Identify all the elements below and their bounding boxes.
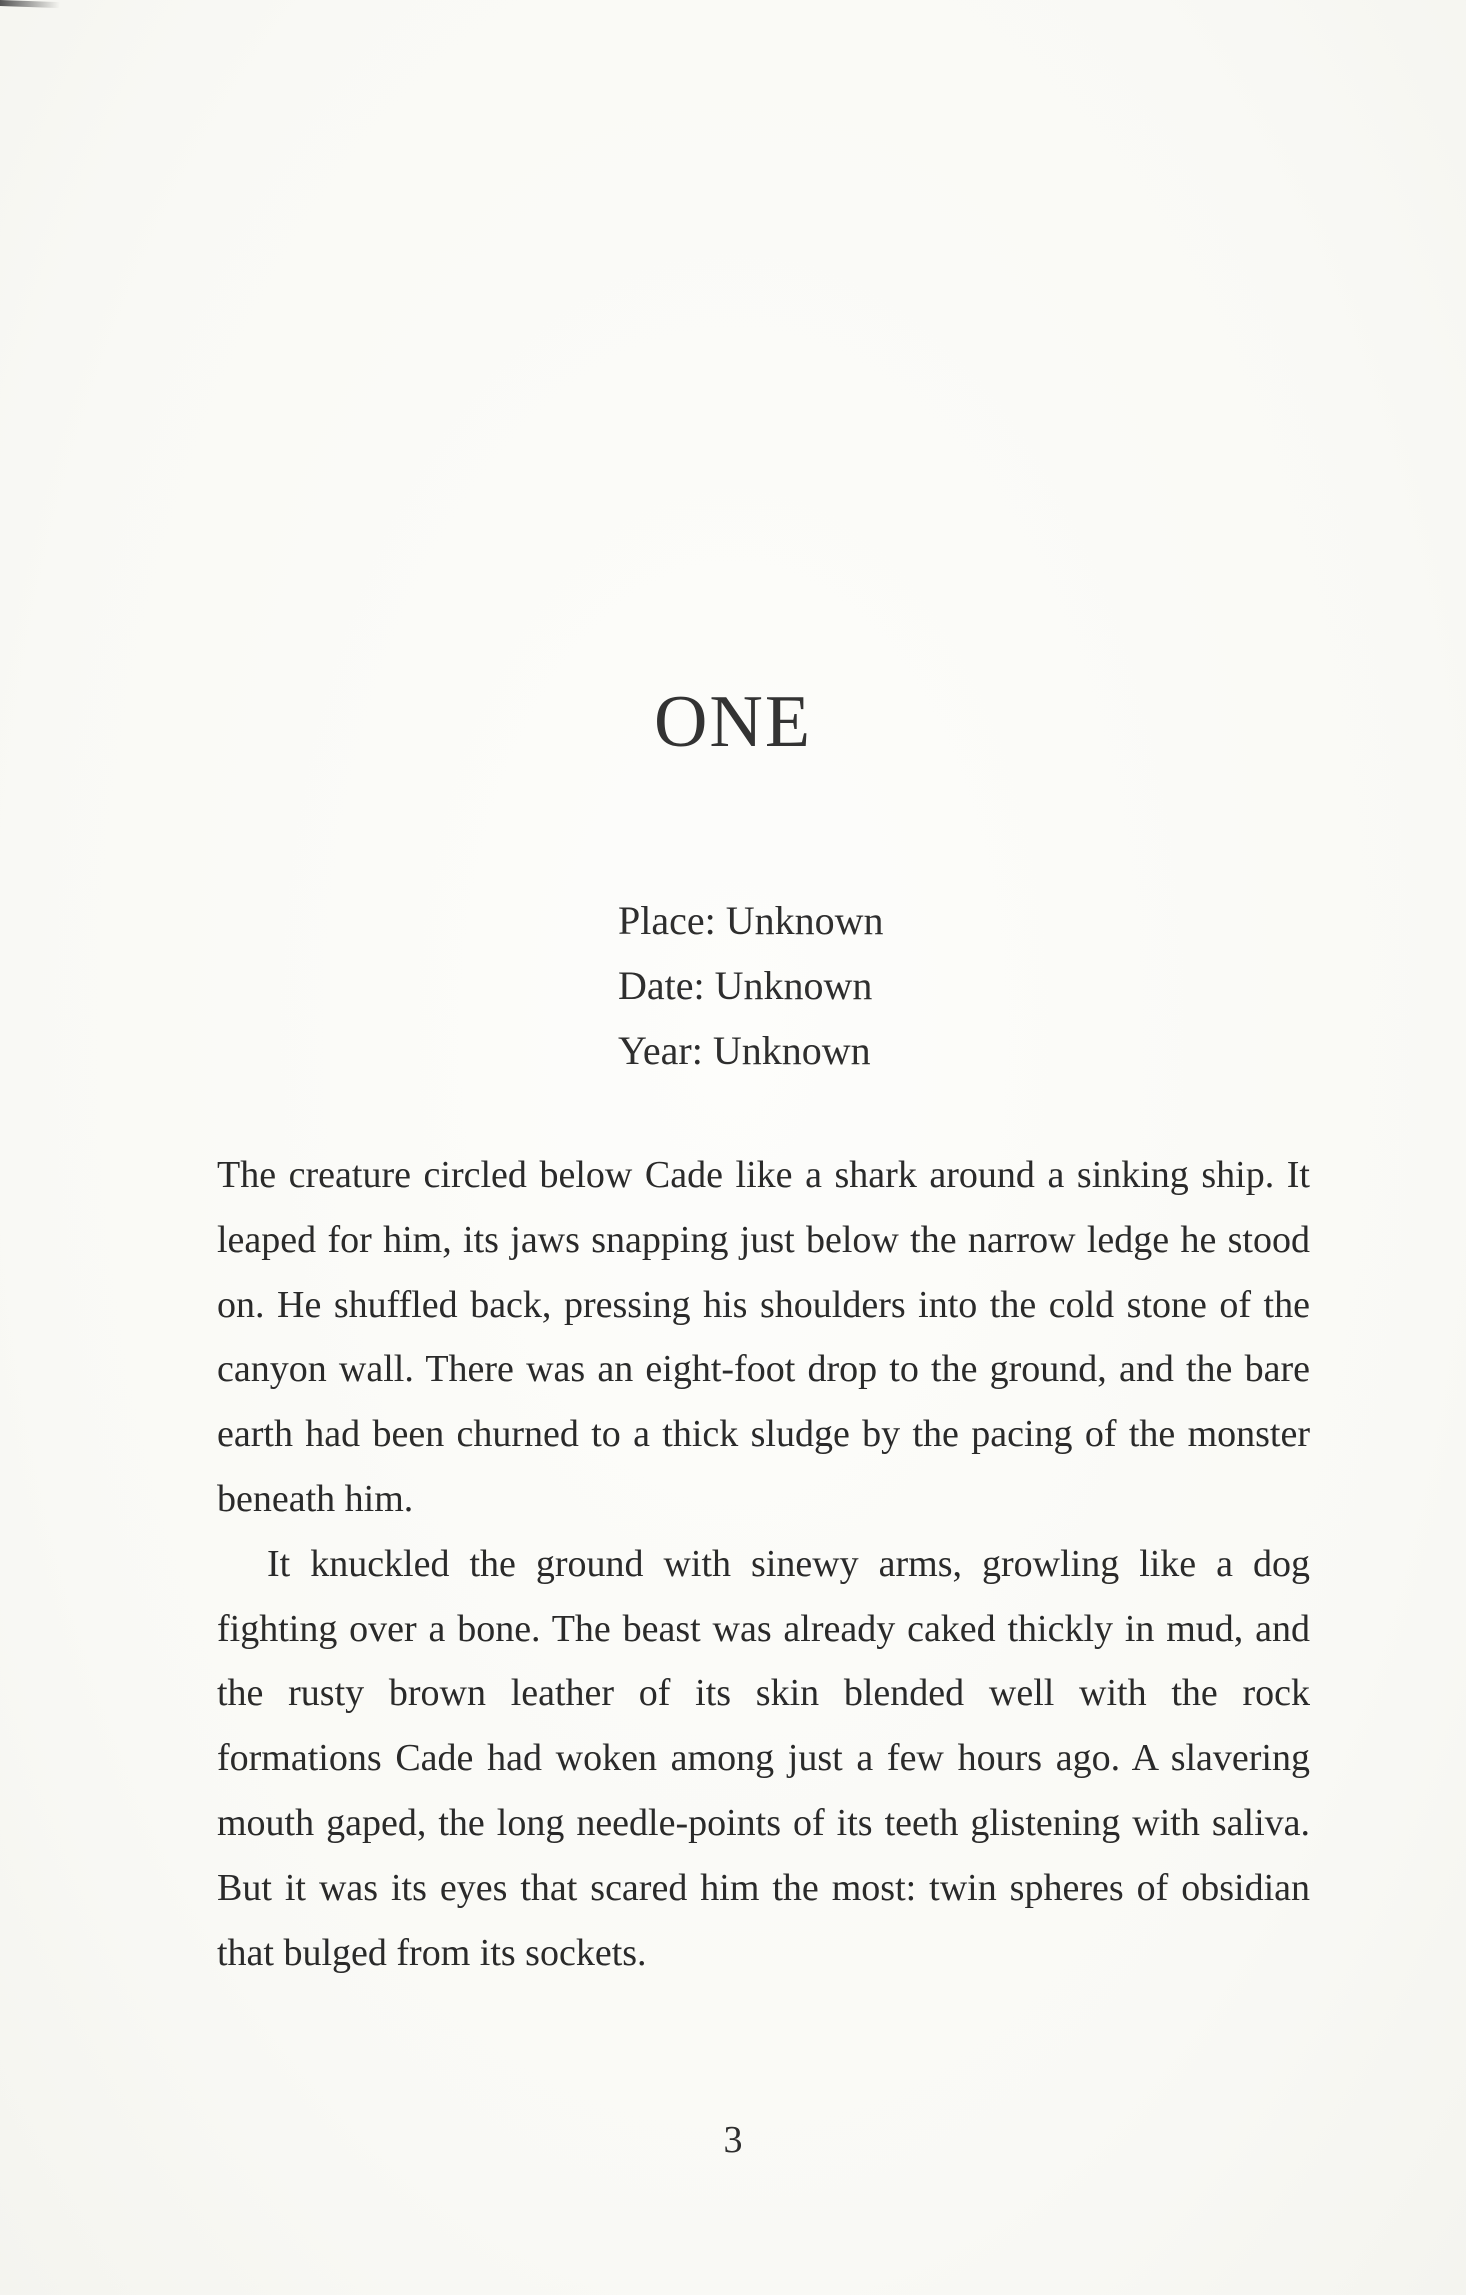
scan-edge-mark	[0, 0, 60, 8]
body-text	[217, 1143, 1310, 1985]
chapter-meta	[618, 888, 884, 1083]
paragraph-2: It knuckled the ground with sinewy arms, growling like a dog fighting over a bone. The beast was already caked thickly in mud, and the rusty brown leather of its skin blended well with the rock formations Cade had woken among just a few hours ago. A slavering mouth gaped, the long needle-points of its teeth glistening with saliva. But it was its eyes that scared him the most: twin spheres of obsidian that bulged from its sockets.	[217, 1542, 1310, 1974]
meta-place: Place: Unknown	[618, 898, 884, 943]
meta-date: Date: Unknown	[618, 963, 873, 1008]
chapter-title: ONE	[653, 681, 813, 763]
page-number: 3	[723, 2119, 743, 2161]
paragraph-1: The creature circled below Cade like a shark around a sinking ship. It leaped for him, its jaws snapping just below the narrow ledge he stood on. He shuffled back, pressing his shoulders into the cold stone of the canyon wall. There was an eight-foot drop to the ground, and the bare earth had been churned to a thick sludge by the pacing of the monster beneath him.	[217, 1154, 1310, 1520]
meta-year: Year: Unknown	[618, 1028, 871, 1073]
